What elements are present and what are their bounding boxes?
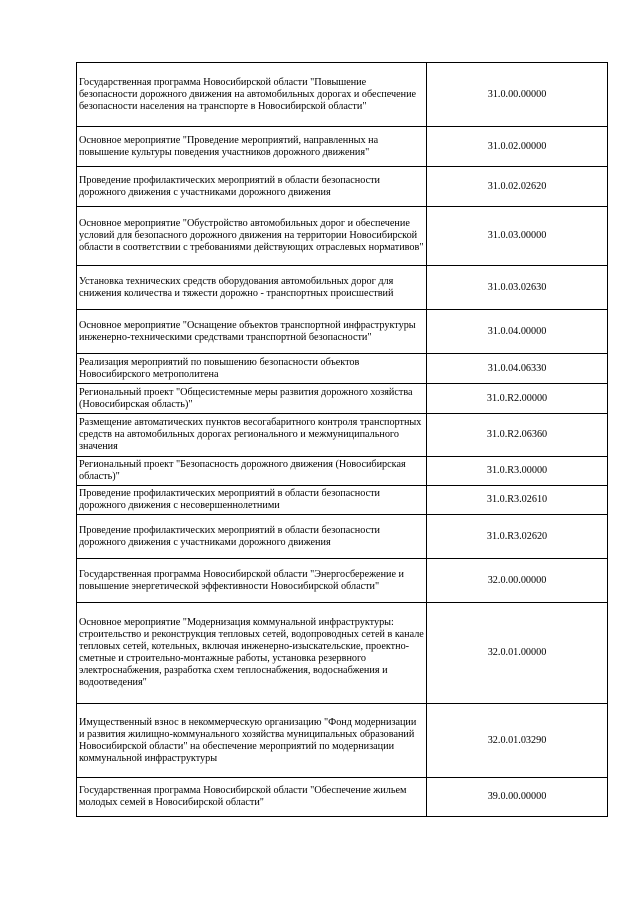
program-name-cell: Государственная программа Новосибирской области "Обеспечение жильем молодых семей в Новосибирской области" xyxy=(77,778,427,817)
table-row xyxy=(77,63,608,127)
table-row xyxy=(77,414,608,457)
program-name-cell: Имущественный взнос в некоммерческую организацию "Фонд модернизации и развития жилищно-коммунального хозяйства муниципальных образований Новосибирской области" на обеспечение мероприятий по модернизации коммунальной инфраструктуры xyxy=(77,704,427,778)
target-code-cell: 31.0.R3.02620 xyxy=(427,515,608,559)
target-code-cell: 31.0.02.02620 xyxy=(427,167,608,207)
program-name-cell: Основное мероприятие "Модернизация коммунальной инфраструктуры: строительство и реконструкция тепловых сетей, водопроводных сетей в канале тепловых сетей, котельных, включая инженерно-изыскательские, проектно-сметные и строительно-монтажные работы, установка резервного электроснабжения, разработка схем теплоснабжения, водоснабжения и водоотведения" xyxy=(77,603,427,704)
table-row xyxy=(77,486,608,515)
table-row xyxy=(77,354,608,384)
target-code-cell: 31.0.03.00000 xyxy=(427,207,608,266)
table-row xyxy=(77,266,608,310)
target-code-cell: 32.0.00.00000 xyxy=(427,559,608,603)
program-name-cell: Региональный проект "Безопасность дорожного движения (Новосибирская область)" xyxy=(77,457,427,486)
program-name-cell: Государственная программа Новосибирской области "Энергосбережение и повышение энергетической эффективности Новосибирской области" xyxy=(77,559,427,603)
table-row xyxy=(77,127,608,167)
target-code-cell: 39.0.00.00000 xyxy=(427,778,608,817)
table-row xyxy=(77,559,608,603)
target-code-cell: 31.0.02.00000 xyxy=(427,127,608,167)
table-row xyxy=(77,778,608,817)
table-row xyxy=(77,384,608,414)
program-name-cell: Государственная программа Новосибирской области "Повышение безопасности дорожного движения на автомобильных дорогах и обеспечение безопасности населения на транспорте в Новосибирской области" xyxy=(77,63,427,127)
program-name-cell: Региональный проект "Общесистемные меры развития дорожного хозяйства (Новосибирская область)" xyxy=(77,384,427,414)
table-row xyxy=(77,167,608,207)
table-row xyxy=(77,515,608,559)
program-name-cell: Основное мероприятие "Обустройство автомобильных дорог и обеспечение условий для безопасного дорожного движения на территории Новосибирской области в соответствии с требованиями действующих отраслевых нормативов" xyxy=(77,207,427,266)
target-code-cell: 31.0.R2.06360 xyxy=(427,414,608,457)
table-row xyxy=(77,310,608,354)
target-code-cell: 31.0.04.00000 xyxy=(427,310,608,354)
target-code-cell: 32.0.01.03290 xyxy=(427,704,608,778)
table-row xyxy=(77,704,608,778)
table-row xyxy=(77,457,608,486)
program-name-cell: Реализация мероприятий по повышению безопасности объектов Новосибирского метрополитена xyxy=(77,354,427,384)
target-code-cell: 32.0.01.00000 xyxy=(427,603,608,704)
program-name-cell: Основное мероприятие "Проведение мероприятий, направленных на повышение культуры поведения участников дорожного движения" xyxy=(77,127,427,167)
target-code-cell: 31.0.R3.00000 xyxy=(427,457,608,486)
program-name-cell: Основное мероприятие "Оснащение объектов транспортной инфраструктуры инженерно-техническими средствами транспортной безопасности" xyxy=(77,310,427,354)
program-name-cell: Проведение профилактических мероприятий в области безопасности дорожного движения с участниками дорожного движения xyxy=(77,167,427,207)
table-row xyxy=(77,603,608,704)
target-code-cell: 31.0.04.06330 xyxy=(427,354,608,384)
target-code-cell: 31.0.00.00000 xyxy=(427,63,608,127)
program-name-cell: Размещение автоматических пунктов весогабаритного контроля транспортных средств на автомобильных дорогах регионального и межмуниципального значения xyxy=(77,414,427,457)
budget-classification-table xyxy=(76,62,608,817)
program-name-cell: Проведение профилактических мероприятий в области безопасности дорожного движения с участниками дорожного движения xyxy=(77,515,427,559)
program-name-cell: Проведение профилактических мероприятий в области безопасности дорожного движения с несовершеннолетними xyxy=(77,486,427,515)
target-code-cell: 31.0.R3.02610 xyxy=(427,486,608,515)
target-code-cell: 31.0.R2.00000 xyxy=(427,384,608,414)
table-row xyxy=(77,207,608,266)
target-code-cell: 31.0.03.02630 xyxy=(427,266,608,310)
program-name-cell: Установка технических средств оборудования автомобильных дорог для снижения количества и тяжести дорожно - транспортных происшествий xyxy=(77,266,427,310)
